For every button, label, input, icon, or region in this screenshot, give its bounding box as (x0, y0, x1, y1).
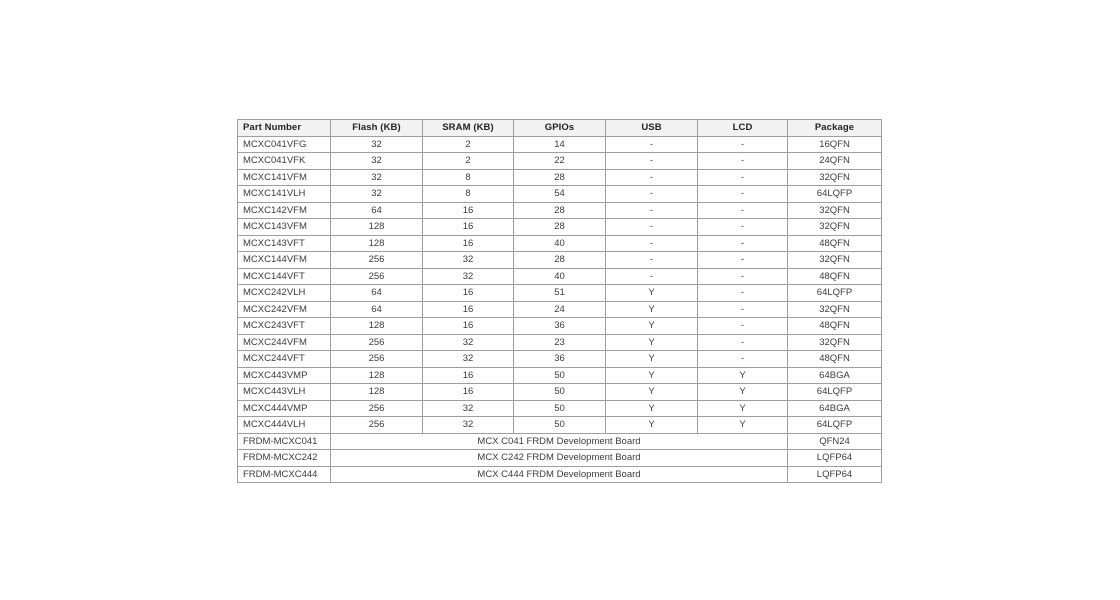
value-cell: 32 (423, 252, 514, 269)
part-number-cell: MCXC041VFG (238, 136, 331, 153)
value-cell: Y (606, 318, 698, 335)
value-cell: 14 (514, 136, 606, 153)
board-description-cell: MCX C041 FRDM Development Board (331, 433, 788, 450)
value-cell: 28 (514, 219, 606, 236)
value-cell: 64LQFP (788, 186, 882, 203)
value-cell: - (698, 268, 788, 285)
package-cell: LQFP64 (788, 450, 882, 467)
value-cell: - (698, 186, 788, 203)
table-row (238, 153, 882, 170)
value-cell: 256 (331, 400, 423, 417)
part-number-cell: MCXC444VLH (238, 417, 331, 434)
part-number-cell: MCXC041VFK (238, 153, 331, 170)
board-row (238, 466, 882, 483)
value-cell: - (606, 186, 698, 203)
value-cell: - (606, 268, 698, 285)
value-cell: 28 (514, 202, 606, 219)
part-number-cell: MCXC443VLH (238, 384, 331, 401)
board-row (238, 450, 882, 467)
value-cell: - (698, 252, 788, 269)
part-number-cell: FRDM-MCXC444 (238, 466, 331, 483)
part-number-cell: MCXC244VFM (238, 334, 331, 351)
value-cell: 32 (331, 169, 423, 186)
value-cell: 64 (331, 202, 423, 219)
column-header-package: Package (788, 120, 882, 137)
board-description-cell: MCX C242 FRDM Development Board (331, 450, 788, 467)
value-cell: 32QFN (788, 219, 882, 236)
value-cell: 32 (331, 186, 423, 203)
value-cell: 54 (514, 186, 606, 203)
board-row (238, 433, 882, 450)
value-cell: 50 (514, 400, 606, 417)
value-cell: 64LQFP (788, 417, 882, 434)
value-cell: 16 (423, 367, 514, 384)
value-cell: - (606, 252, 698, 269)
value-cell: - (698, 351, 788, 368)
value-cell: 64BGA (788, 400, 882, 417)
value-cell: 32 (423, 268, 514, 285)
value-cell: - (698, 301, 788, 318)
value-cell: 32 (331, 136, 423, 153)
table-row (238, 417, 882, 434)
value-cell: 32QFN (788, 169, 882, 186)
value-cell: 256 (331, 252, 423, 269)
table-row (238, 136, 882, 153)
part-number-cell: MCXC143VFM (238, 219, 331, 236)
value-cell: 128 (331, 235, 423, 252)
value-cell: Y (698, 400, 788, 417)
value-cell: 32 (423, 417, 514, 434)
value-cell: - (606, 235, 698, 252)
value-cell: 50 (514, 367, 606, 384)
value-cell: - (698, 202, 788, 219)
value-cell: 128 (331, 384, 423, 401)
header-row (238, 120, 882, 137)
value-cell: 50 (514, 417, 606, 434)
value-cell: 64LQFP (788, 384, 882, 401)
value-cell: 36 (514, 351, 606, 368)
value-cell: 40 (514, 235, 606, 252)
value-cell: Y (698, 367, 788, 384)
table-row (238, 186, 882, 203)
value-cell: 32QFN (788, 252, 882, 269)
table-row (238, 301, 882, 318)
value-cell: - (606, 136, 698, 153)
value-cell: - (606, 153, 698, 170)
table-row (238, 384, 882, 401)
value-cell: 48QFN (788, 268, 882, 285)
value-cell: 48QFN (788, 235, 882, 252)
value-cell: 64 (331, 301, 423, 318)
value-cell: Y (606, 301, 698, 318)
value-cell: 32 (423, 334, 514, 351)
value-cell: Y (606, 417, 698, 434)
column-header-part-number: Part Number (238, 120, 331, 137)
table-row (238, 400, 882, 417)
table-row (238, 202, 882, 219)
value-cell: 128 (331, 367, 423, 384)
part-number-cell: MCXC143VFT (238, 235, 331, 252)
table-row (238, 351, 882, 368)
value-cell: Y (606, 334, 698, 351)
value-cell: 16QFN (788, 136, 882, 153)
table-row (238, 318, 882, 335)
column-header-flash-kb: Flash (KB) (331, 120, 423, 137)
value-cell: 32 (331, 153, 423, 170)
board-description-cell: MCX C444 FRDM Development Board (331, 466, 788, 483)
table-row (238, 252, 882, 269)
value-cell: 128 (331, 318, 423, 335)
part-number-cell: MCXC244VFT (238, 351, 331, 368)
part-number-cell: MCXC443VMP (238, 367, 331, 384)
column-header-lcd: LCD (698, 120, 788, 137)
value-cell: 16 (423, 318, 514, 335)
value-cell: 32QFN (788, 301, 882, 318)
value-cell: 256 (331, 268, 423, 285)
value-cell: 32QFN (788, 202, 882, 219)
value-cell: 256 (331, 351, 423, 368)
table-row (238, 334, 882, 351)
table-row (238, 219, 882, 236)
value-cell: 256 (331, 334, 423, 351)
part-number-cell: MCXC142VFM (238, 202, 331, 219)
part-number-cell: MCXC144VFM (238, 252, 331, 269)
value-cell: 24QFN (788, 153, 882, 170)
part-number-cell: MCXC444VMP (238, 400, 331, 417)
value-cell: 48QFN (788, 318, 882, 335)
table-row (238, 367, 882, 384)
value-cell: 50 (514, 384, 606, 401)
part-number-cell: FRDM-MCXC242 (238, 450, 331, 467)
table-row (238, 285, 882, 302)
table-body (238, 136, 882, 483)
part-number-cell: MCXC141VLH (238, 186, 331, 203)
part-number-cell: FRDM-MCXC041 (238, 433, 331, 450)
value-cell: 16 (423, 202, 514, 219)
value-cell: 32 (423, 400, 514, 417)
value-cell: 28 (514, 252, 606, 269)
part-number-cell: MCXC141VFM (238, 169, 331, 186)
value-cell: Y (698, 384, 788, 401)
value-cell: 16 (423, 219, 514, 236)
value-cell: 36 (514, 318, 606, 335)
part-number-cell: MCXC242VLH (238, 285, 331, 302)
value-cell: 2 (423, 136, 514, 153)
table-row (238, 235, 882, 252)
value-cell: - (698, 153, 788, 170)
part-number-cell: MCXC243VFT (238, 318, 331, 335)
value-cell: 16 (423, 301, 514, 318)
part-number-cell: MCXC242VFM (238, 301, 331, 318)
value-cell: - (698, 169, 788, 186)
value-cell: 64LQFP (788, 285, 882, 302)
value-cell: Y (698, 417, 788, 434)
value-cell: 48QFN (788, 351, 882, 368)
value-cell: 32QFN (788, 334, 882, 351)
value-cell: 16 (423, 384, 514, 401)
value-cell: 28 (514, 169, 606, 186)
value-cell: - (698, 334, 788, 351)
value-cell: - (698, 136, 788, 153)
table-row (238, 268, 882, 285)
value-cell: - (698, 219, 788, 236)
value-cell: 8 (423, 186, 514, 203)
column-header-usb: USB (606, 120, 698, 137)
value-cell: 40 (514, 268, 606, 285)
value-cell: 256 (331, 417, 423, 434)
value-cell: - (698, 285, 788, 302)
value-cell: - (606, 219, 698, 236)
value-cell: 51 (514, 285, 606, 302)
value-cell: - (698, 318, 788, 335)
value-cell: - (698, 235, 788, 252)
value-cell: 23 (514, 334, 606, 351)
value-cell: 22 (514, 153, 606, 170)
value-cell: 24 (514, 301, 606, 318)
value-cell: 2 (423, 153, 514, 170)
value-cell: 16 (423, 235, 514, 252)
mcu-part-table (237, 119, 882, 483)
value-cell: - (606, 202, 698, 219)
value-cell: 32 (423, 351, 514, 368)
value-cell: Y (606, 351, 698, 368)
table-row (238, 169, 882, 186)
value-cell: 128 (331, 219, 423, 236)
value-cell: 64BGA (788, 367, 882, 384)
column-header-gpios: GPIOs (514, 120, 606, 137)
value-cell: Y (606, 285, 698, 302)
value-cell: 16 (423, 285, 514, 302)
package-cell: LQFP64 (788, 466, 882, 483)
value-cell: 64 (331, 285, 423, 302)
package-cell: QFN24 (788, 433, 882, 450)
column-header-sram-kb: SRAM (KB) (423, 120, 514, 137)
value-cell: 8 (423, 169, 514, 186)
value-cell: Y (606, 367, 698, 384)
mcu-part-table-container (237, 119, 881, 483)
value-cell: Y (606, 400, 698, 417)
value-cell: - (606, 169, 698, 186)
value-cell: Y (606, 384, 698, 401)
part-number-cell: MCXC144VFT (238, 268, 331, 285)
